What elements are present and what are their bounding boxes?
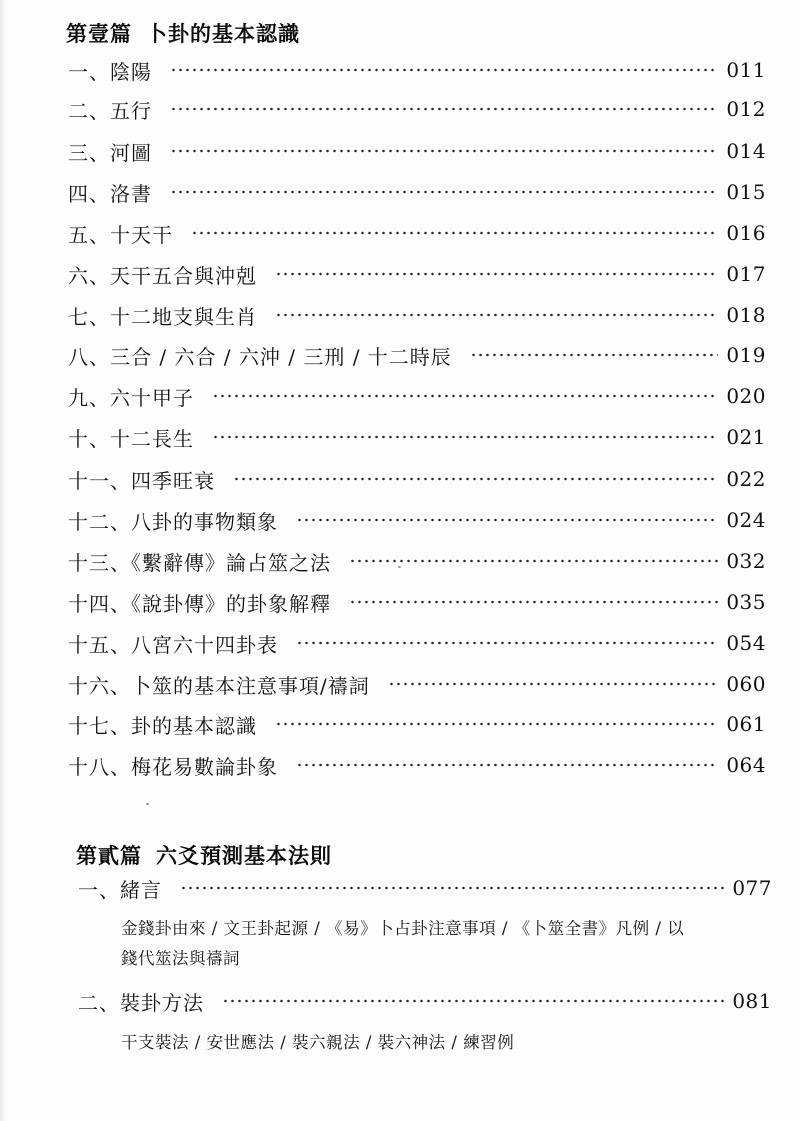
toc-entry-page: 018 (726, 303, 766, 327)
dot-leader (191, 231, 718, 235)
toc-entry-label: 一、緒言 (78, 877, 162, 902)
toc-entry[interactable] (68, 669, 766, 699)
part2-heading (76, 840, 332, 870)
toc-entry-page: 077 (732, 876, 772, 900)
toc-entry[interactable] (78, 873, 772, 903)
toc-entry[interactable] (68, 750, 766, 780)
toc-entry-label: 二、裝卦方法 (78, 990, 204, 1015)
toc-entry-page: 019 (726, 343, 766, 367)
toc-entry-page: 012 (726, 97, 766, 121)
toc-entry-label: 十六、卜筮的基本注意事項/禱詞 (68, 673, 370, 698)
dot-leader (275, 313, 718, 317)
page-edge-shadow (0, 0, 6, 1121)
dot-leader (275, 272, 718, 276)
toc-entry-label: 十二、八卦的事物類象 (68, 509, 278, 534)
dot-leader (170, 107, 718, 111)
toc-entry-label: 一、陰陽 (68, 59, 152, 84)
toc-entry-label: 七、十二地支與生肖 (68, 304, 257, 329)
dot-leader (349, 600, 718, 604)
toc-entry-label: 八、三合 / 六合 / 六沖 / 三刑 / 十二時辰 (68, 344, 452, 369)
toc-entry[interactable] (68, 218, 766, 248)
dot-leader (212, 394, 718, 398)
toc-entry-label: 二、五行 (68, 98, 152, 123)
toc-entry[interactable] (78, 986, 772, 1016)
toc-entry-page: 021 (726, 425, 766, 449)
scan-speck (146, 803, 149, 805)
dot-leader (170, 68, 718, 72)
toc-entry-page: 015 (726, 180, 766, 204)
toc-entry-label: 十三、《繫辭傳》論占筮之法 (68, 550, 331, 575)
toc-entry[interactable] (68, 55, 766, 85)
toc-entry[interactable] (68, 464, 766, 494)
toc-entry[interactable] (68, 136, 766, 166)
toc-entry-label: 十八、梅花易數論卦象 (68, 754, 278, 779)
toc-subtopics (121, 1028, 514, 1058)
toc-subtopics (121, 914, 684, 974)
toc-entry[interactable] (68, 422, 766, 452)
toc-entry-page: 032 (726, 549, 766, 573)
dot-leader (296, 518, 718, 522)
toc-entry-label: 十、十二長生 (68, 426, 194, 451)
toc-entry[interactable] (68, 177, 766, 207)
toc-entry[interactable] (68, 94, 766, 124)
toc-entry-page: 035 (726, 590, 766, 614)
toc-subtopics-line: 錢代筮法與禱詞 (121, 949, 240, 968)
toc-entry-label: 三、河圖 (68, 140, 152, 165)
toc-entry-page: 060 (726, 672, 766, 696)
toc-entry-label: 四、洛書 (68, 181, 152, 206)
dot-leader (233, 477, 718, 481)
toc-entry-page: 017 (726, 262, 766, 286)
toc-entry-page: 020 (726, 384, 766, 408)
dot-leader (388, 682, 719, 686)
toc-entry[interactable] (68, 587, 766, 617)
part1-title: 卜卦的基本認識 (146, 22, 300, 46)
toc-entry[interactable] (68, 259, 766, 289)
toc-entry-label: 十一、四季旺衰 (68, 468, 215, 493)
toc-entry-label: 十七、卦的基本認識 (68, 713, 257, 738)
toc-entry-page: 024 (726, 508, 766, 532)
dot-leader (296, 763, 718, 767)
toc-entry[interactable] (68, 505, 766, 535)
toc-entry-page: 022 (726, 467, 766, 491)
toc-entry-page: 016 (726, 221, 766, 245)
toc-entry-page: 081 (732, 989, 772, 1013)
toc-subtopics-line: 干支裝法 / 安世應法 / 裝六親法 / 裝六神法 / 練習例 (121, 1033, 515, 1052)
dot-leader (212, 435, 718, 439)
dot-leader (349, 559, 718, 563)
toc-entry[interactable] (68, 300, 766, 330)
dot-leader (180, 886, 724, 890)
toc-entry[interactable] (68, 709, 766, 739)
dot-leader (296, 641, 718, 645)
part2-number: 第貳篇 (76, 844, 142, 868)
toc-entry[interactable] (68, 381, 766, 411)
toc-entry-page: 064 (726, 753, 766, 777)
dot-leader (222, 999, 724, 1003)
toc-subtopics-line: 金錢卦由來 / 文王卦起源 / 《易》卜占卦注意事項 / 《卜筮全書》凡例 / 以 (121, 919, 685, 938)
toc-entry-label: 九、六十甲子 (68, 385, 194, 410)
toc-entry-label: 十四、《說卦傳》的卦象解釋 (68, 591, 331, 616)
part1-number: 第壹篇 (66, 22, 132, 46)
dot-leader (170, 149, 718, 153)
part1-heading (66, 18, 300, 48)
scan-speck (398, 566, 401, 568)
dot-leader (170, 190, 718, 194)
toc-entry-label: 十五、八宮六十四卦表 (68, 632, 278, 657)
toc-entry-page: 011 (726, 58, 766, 82)
toc-entry-page: 014 (726, 139, 766, 163)
dot-leader (470, 353, 719, 357)
dot-leader (275, 722, 718, 726)
toc-entry-label: 五、十天干 (68, 222, 173, 247)
toc-entry-page: 054 (726, 631, 766, 655)
toc-entry[interactable] (68, 546, 766, 576)
toc-entry-page: 061 (726, 712, 766, 736)
part2-title: 六爻預測基本法則 (156, 844, 332, 868)
toc-entry[interactable] (68, 628, 766, 658)
toc-entry-label: 六、天干五合與沖剋 (68, 263, 257, 288)
toc-entry[interactable] (68, 340, 766, 370)
